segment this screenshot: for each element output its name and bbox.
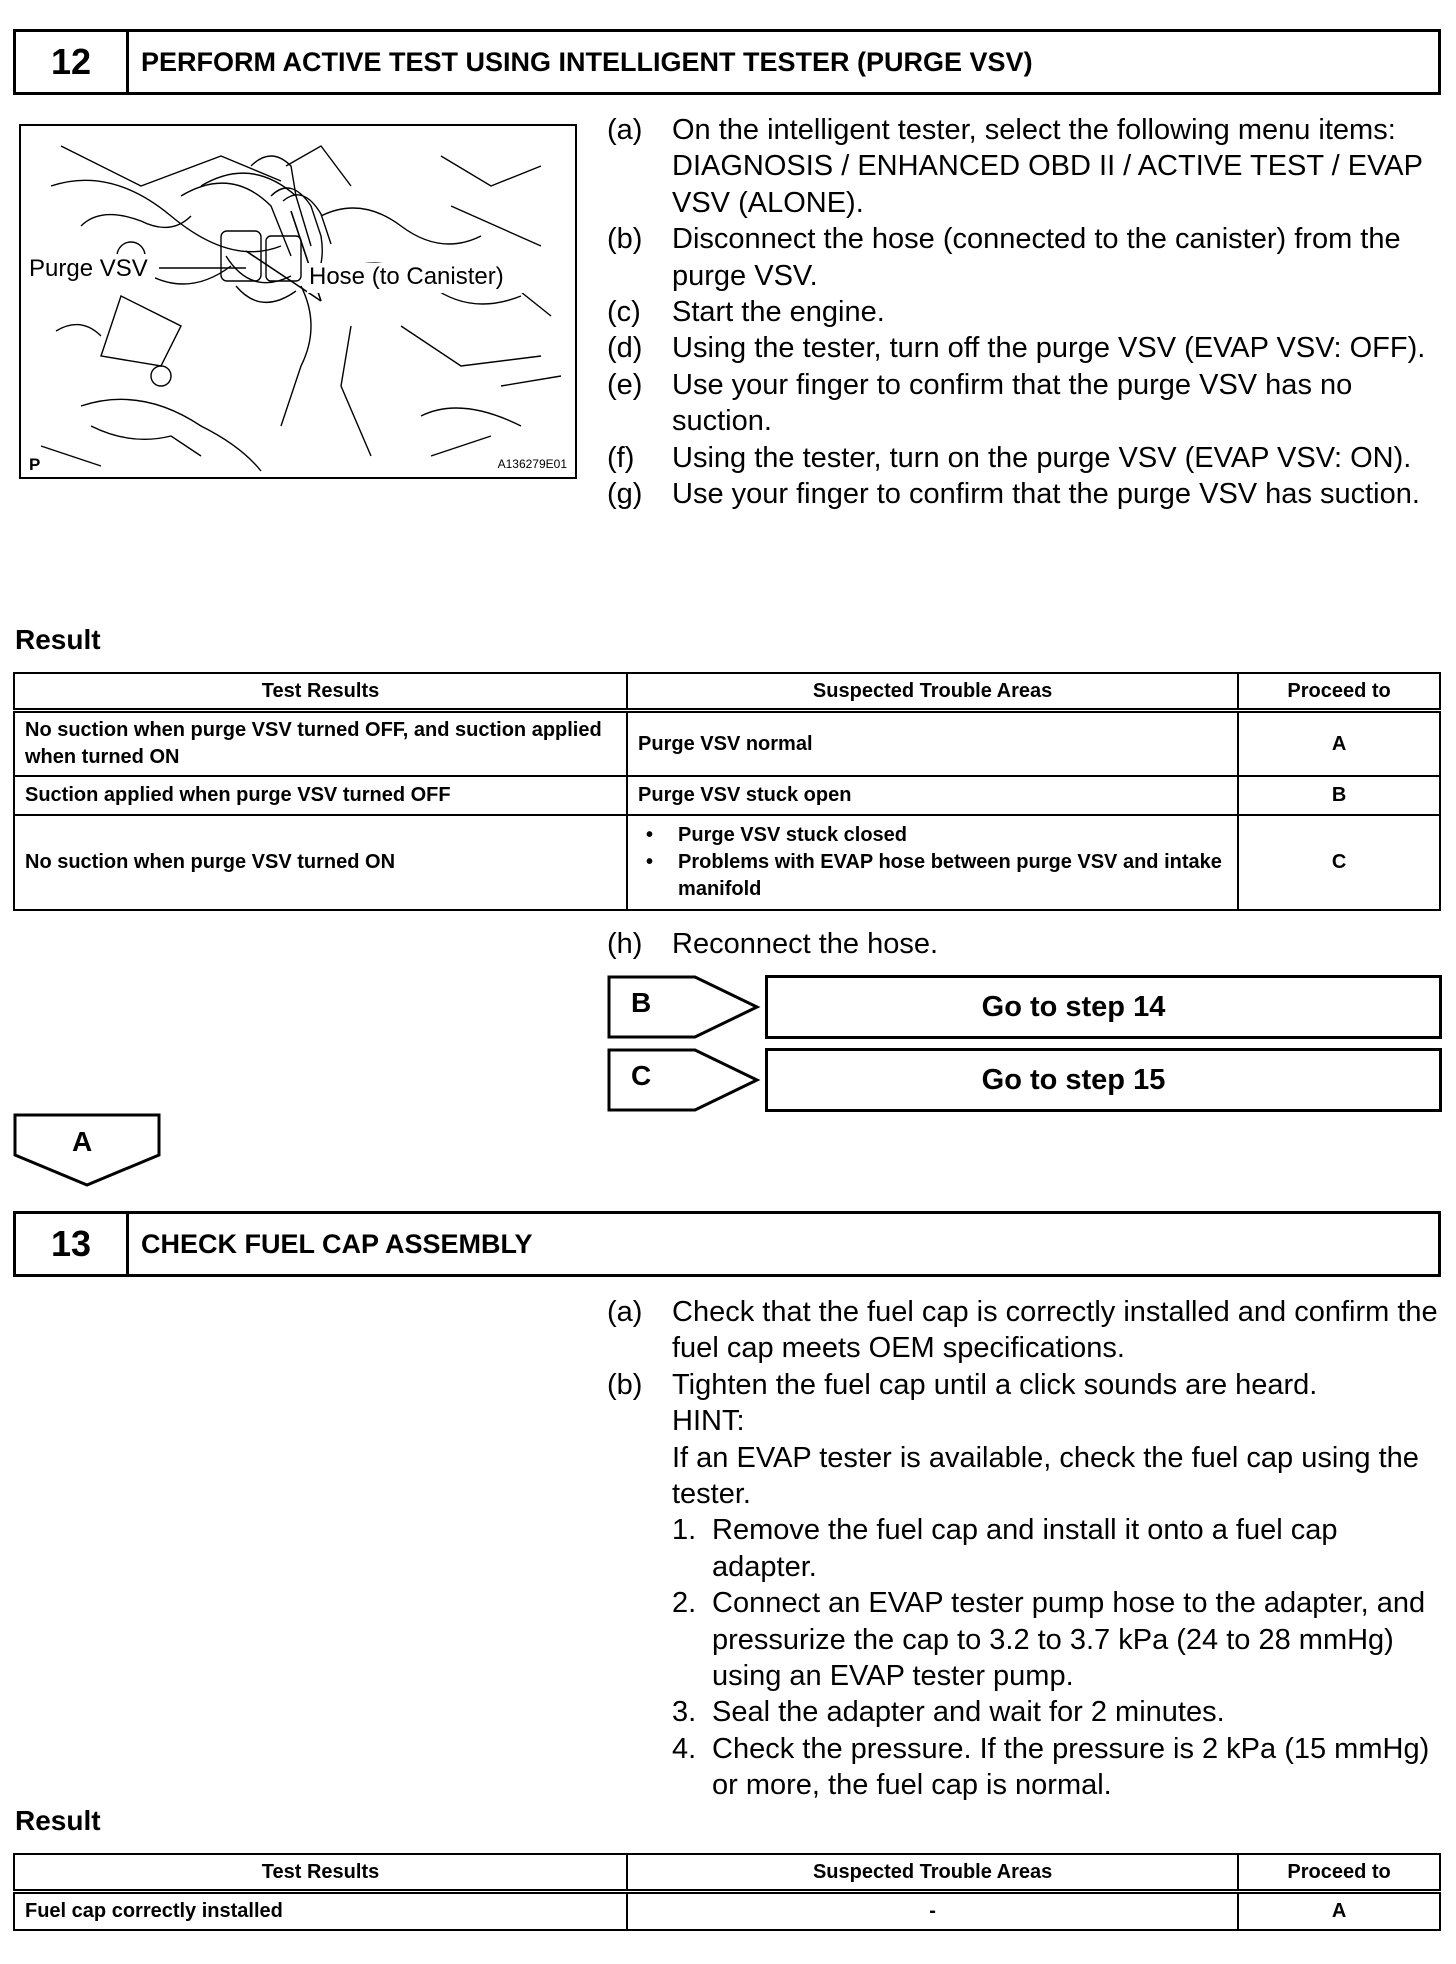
list-item: 2. Connect an EVAP tester pump hose to the adapter, and pressurize the cap to 3.2 to 3.7 kPa (24 to 28 mmHg) using an EVAP tester pump. (672, 1587, 1426, 1693)
table-row: Suction applied when purge VSV turned OFF Purge VSV stuck open B (14, 776, 1440, 815)
col-test-results: Test Results (14, 673, 627, 711)
purge-vsv-label: Purge VSV (29, 255, 148, 282)
instruction-item: (b) Disconnect the hose (connected to the canister) from the purge VSV. (607, 223, 1401, 292)
step-12-header (13, 29, 1441, 95)
instruction-item: (a) Check that the fuel cap is correctly installed and confirm the fuel cap meets OEM specifications. (607, 1296, 1438, 1365)
instruction-item: (b) Tighten the fuel cap until a click sounds are heard. HINT: If an EVAP tester is available, check the fuel cap using the tester. 1. Remove the fuel cap and install it onto a fuel cap adapter. 2. Connect an EVAP tester pump hose to the adapter, and pressurize the cap to 3.2 to 3.7 kPa (24 to 28 mmHg) using an EVAP tester pump. 3. Seal the adapter and wait for 2 minutes. 4. Check the pressure. If the pressure is 2 kPa (15 mmHg) or more, the fuel cap is normal. (607, 1367, 1442, 1804)
goto-text: Go to step 14 (765, 975, 1442, 1039)
list-item: 1. Remove the fuel cap and install it onto a fuel cap adapter. (672, 1514, 1338, 1583)
table-header-row (14, 673, 1440, 711)
list-item: 3. Seal the adapter and wait for 2 minutes. (672, 1696, 1225, 1729)
instruction-item: (a) On the intelligent tester, select the following menu items: DIAGNOSIS / ENHANCED OBD II / ACTIVE TEST / EVAP VSV (ALONE). (607, 114, 1423, 219)
result-label: Result (15, 1805, 101, 1836)
list-item: 4. Check the pressure. If the pressure is 2 kPa (15 mmHg) or more, the fuel cap is normal. (672, 1732, 1430, 1802)
col-proceed-to: Proceed to (1238, 673, 1440, 711)
step-13-instructions (607, 1294, 1442, 1804)
goto-letter: C (631, 1060, 652, 1091)
table-header-row (14, 1854, 1440, 1892)
corner-mark: P (29, 455, 41, 474)
engine-illustration (19, 124, 577, 479)
goto-letter: B (631, 987, 652, 1018)
col-proceed-to: Proceed to (1238, 1854, 1440, 1892)
hose-label: Hose (to Canister) (309, 263, 504, 290)
instruction-item: (c) Start the engine. (607, 296, 885, 329)
table-row: No suction when purge VSV turned OFF, and suction applied when turned ON Purge VSV normal A (14, 711, 1440, 777)
engine-drawing (21, 126, 575, 477)
list-item: • Purge VSV stuck closed (638, 822, 1227, 849)
goto-text: Go to step 15 (765, 1048, 1442, 1112)
table-row: Fuel cap correctly installed - A (14, 1892, 1440, 1930)
step-title: CHECK FUEL CAP ASSEMBLY (141, 1228, 533, 1259)
step-h: (h) Reconnect the hose. (607, 928, 939, 960)
instruction-item: (d) Using the tester, turn off the purge VSV (EVAP VSV: OFF). (607, 332, 1426, 365)
step-12-result-table (13, 672, 1441, 911)
goto-step-15-link[interactable] (607, 1048, 1442, 1112)
table-row: No suction when purge VSV turned ON • Purge VSV stuck closed • Problems with EVAP hose between purge VSV and intake manifold C (14, 815, 1440, 910)
col-test-results: Test Results (14, 1854, 627, 1892)
continue-letter: A (72, 1126, 93, 1157)
step-13-header (13, 1211, 1441, 1277)
figure-id: A136279E01 (497, 457, 567, 471)
hint-text: If an EVAP tester is available, check the fuel cap using the tester. (672, 1441, 1419, 1511)
col-trouble-areas: Suspected Trouble Areas (627, 1854, 1238, 1892)
step-title: PERFORM ACTIVE TEST USING INTELLIGENT TESTER (PURGE VSV) (141, 46, 1033, 77)
step-number: 13 (16, 1214, 129, 1274)
instruction-item: (e) Use your finger to confirm that the purge VSV has no suction. (607, 368, 1353, 438)
step-12-instructions (607, 112, 1442, 512)
goto-step-14-link[interactable] (607, 975, 1442, 1039)
instruction-item: (g) Use your finger to confirm that the purge VSV has suction. (607, 478, 1420, 511)
result-label: Result (15, 624, 101, 655)
step-13-result-table (13, 1853, 1441, 1931)
col-trouble-areas: Suspected Trouble Areas (627, 673, 1238, 711)
instruction-item: (f) Using the tester, turn on the purge VSV (EVAP VSV: ON). (607, 441, 1412, 474)
hint-label: HINT: (672, 1405, 745, 1438)
step-number: 12 (16, 32, 129, 92)
list-item: • Problems with EVAP hose between purge VSV and intake manifold (638, 849, 1227, 903)
trouble-area-list (638, 822, 1227, 903)
